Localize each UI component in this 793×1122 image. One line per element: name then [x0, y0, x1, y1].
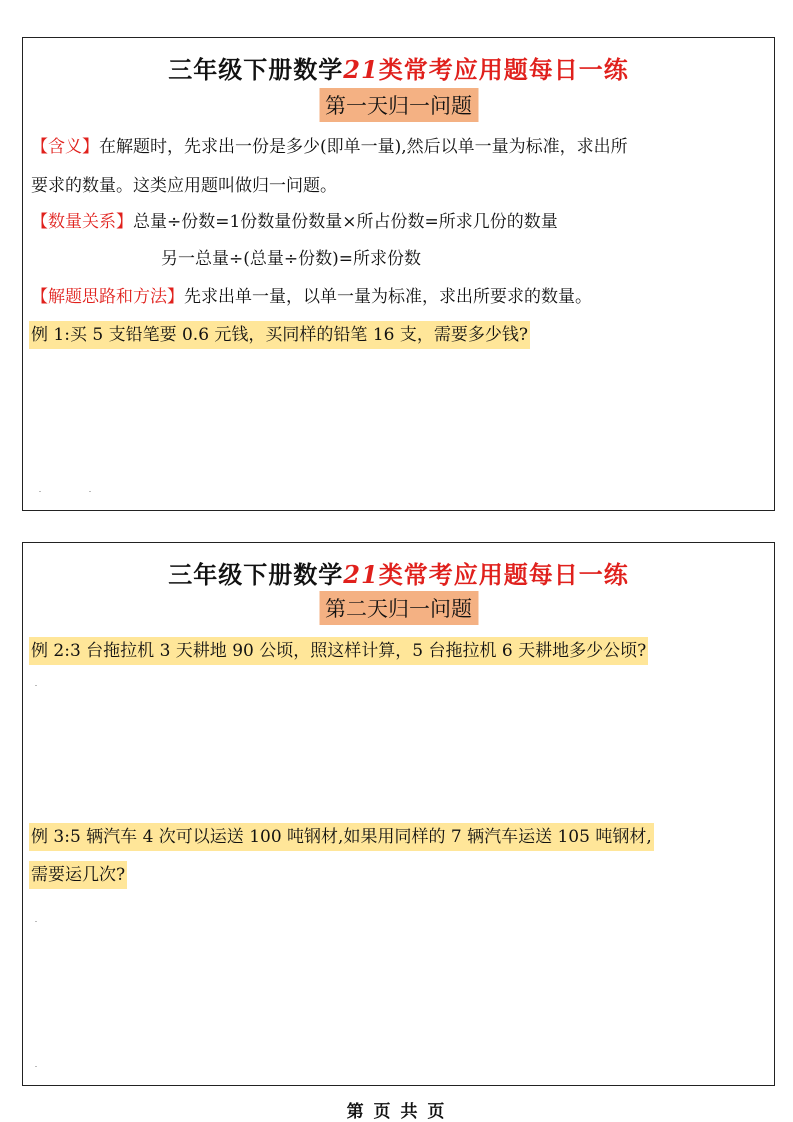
title-prefix: 三年级下册数学	[168, 561, 344, 589]
relation-line-1	[31, 210, 558, 234]
method-text: 先求出单一量，以单一量为标准，求出所要求的数量。	[184, 287, 592, 307]
relation-line-2: 另一总量÷(总量÷份数)=所求份数	[161, 249, 421, 269]
title-suffix: 类常考应用题每日一练	[378, 561, 629, 589]
meaning-label: 【含义】	[31, 137, 99, 157]
relation-text-1: 总量÷份数=1份数量份数量×所占份数=所求几份的数量	[133, 212, 558, 232]
card-subtitle: 第一天归一问题	[319, 88, 478, 122]
page-footer: 第 页 共 页	[346, 1102, 447, 1122]
title-suffix: 类常考应用题每日一练	[378, 56, 629, 84]
practice-card-day2	[22, 542, 775, 1086]
title-number: 21	[343, 55, 379, 84]
relation-label: 【数量关系】	[31, 212, 133, 232]
card-title	[23, 555, 774, 590]
example-3-line-2: 需要运几次?	[29, 861, 127, 889]
practice-card-day1	[22, 37, 775, 511]
example-1: 例 1:买 5 支铅笔要 0.6 元钱，买同样的铅笔 16 支，需要多少钱?	[29, 321, 530, 349]
example-2: 例 2:3 台拖拉机 3 天耕地 90 公顷，照这样计算，5 台拖拉机 6 天耕地多少公顷?	[29, 637, 648, 665]
meaning-text-1: 在解题时，先求出一份是多少(即单一量),然后以单一量为标准，求出所	[99, 137, 628, 157]
meaning-line-1	[31, 135, 628, 159]
card-subtitle: 第二天归一问题	[319, 591, 478, 625]
card-title	[23, 50, 774, 85]
title-number: 21	[343, 560, 379, 589]
meaning-line-2: 要求的数量。这类应用题叫做归一问题。	[31, 176, 337, 196]
method-line	[31, 285, 592, 309]
method-label: 【解题思路和方法】	[31, 287, 184, 307]
example-3-line-1: 例 3:5 辆汽车 4 次可以运送 100 吨钢材,如果用同样的 7 辆汽车运送 105 吨钢材,	[29, 823, 654, 851]
title-prefix: 三年级下册数学	[168, 56, 344, 84]
